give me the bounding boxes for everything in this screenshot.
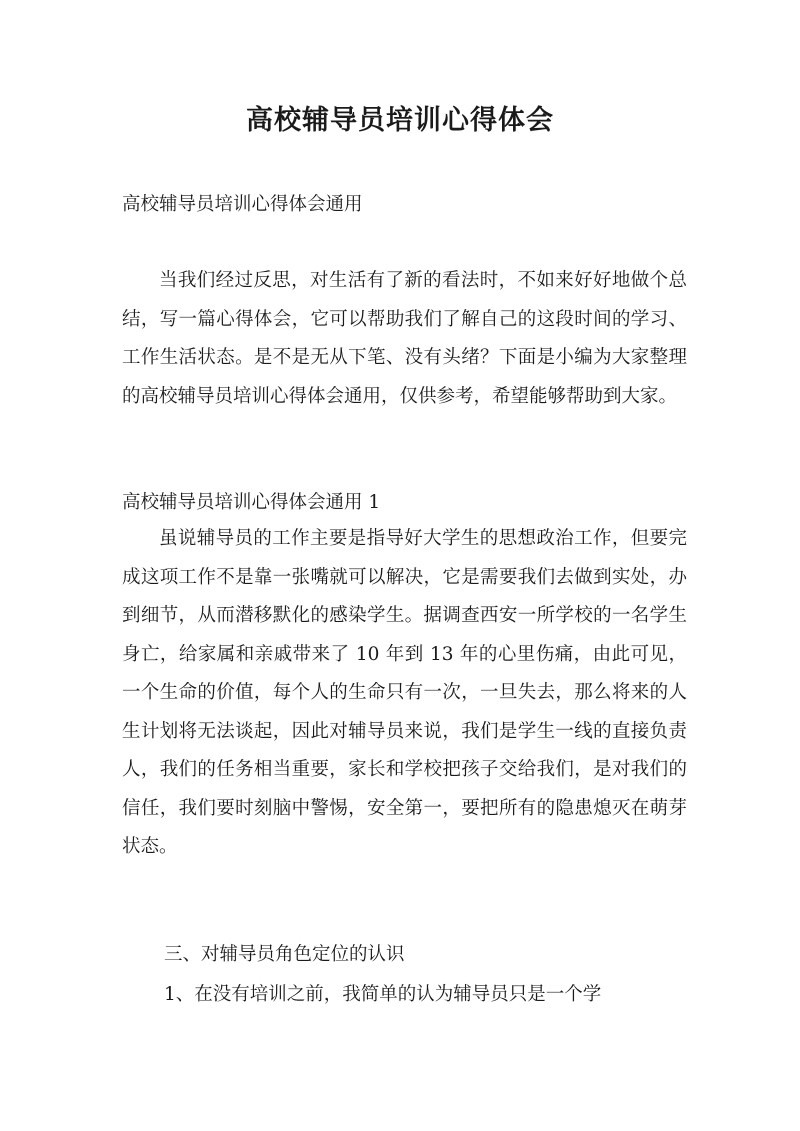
document-title: 高校辅导员培训心得体会: [246, 105, 554, 136]
section-1-paragraph: 虽说辅导员的工作主要是指导好大学生的思想政治工作，但要完成这项工作不是靠一张嘴就可以解决，它是需要我们去做到实处，办到细节，从而潜移默化的感染学生。据调查西安一所学校的一名学生身亡，给家属和亲戚带来了 10 年到 13 年的心里伤痛，由此可见，一个生命的价值，每个人的生命只有一次，一旦失去，那么将来的人生计划将无法谈起，因此对辅导员来说，我们是学生一线的直接负责人，我们的任务相当重要，家长和学校把孩子交给我们，是对我们的信任，我们要时刻脑中警惕，安全第一，要把所有的隐患熄灭在萌芽状态。: [122, 528, 687, 857]
section-heading-3: 三、对辅导员角色定位的认识: [164, 944, 405, 965]
document-subtitle: 高校辅导员培训心得体会通用: [122, 194, 363, 215]
list-item-1: 1、在没有培训之前，我简单的认为辅导员只是一个学: [164, 984, 602, 1005]
section-heading-1: 高校辅导员培训心得体会通用 1: [122, 492, 381, 513]
intro-paragraph: 当我们经过反思，对生活有了新的看法时，不如来好好地做个总结，写一篇心得体会，它可以帮助我们了解自己的这段时间的学习、工作生活状态。是不是无从下笔、没有头绪？下面是小编为大家整理的高校辅导员培训心得体会通用，仅供参考，希望能够帮助到大家。: [122, 270, 687, 407]
